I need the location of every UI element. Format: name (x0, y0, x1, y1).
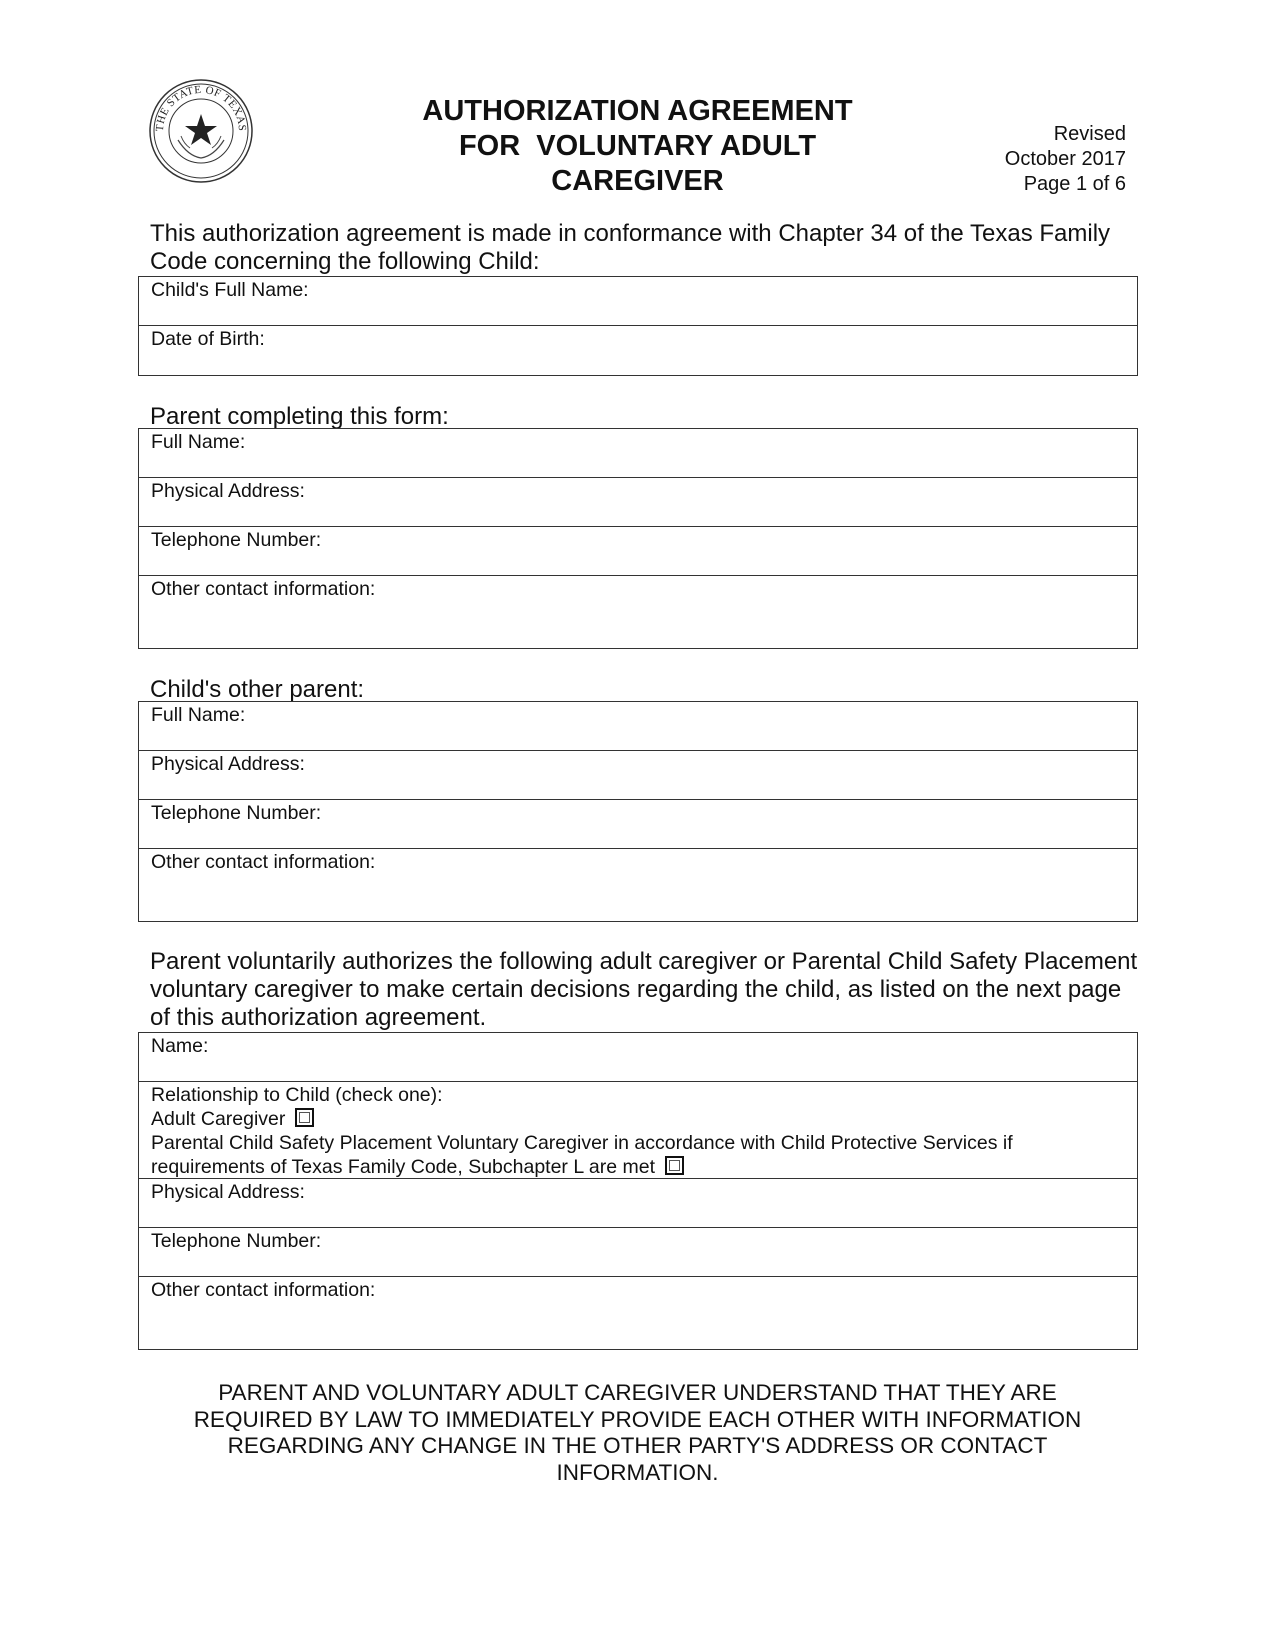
other-parent-address-field[interactable] (139, 751, 1137, 800)
caregiver-address-label: Physical Address: (151, 1181, 305, 1203)
caregiver-phone-label: Telephone Number: (151, 1230, 322, 1252)
other-parent-phone-label: Telephone Number: (151, 802, 322, 824)
child-full-name-field[interactable] (139, 277, 1137, 326)
other-parent-full-name-label: Full Name: (151, 704, 246, 726)
adult-caregiver-checkbox[interactable] (295, 1108, 314, 1127)
caregiver-name-label: Name: (151, 1035, 209, 1057)
legal-notice: PARENT AND VOLUNTARY ADULT CAREGIVER UNDERSTAND THAT THEY ARE REQUIRED BY LAW TO IMMEDIATELY PROVIDE EACH OTHER WITH INFORMATION REGARDING ANY CHANGE IN THE OTHER PARTY'S ADDRESS OR CONTACT INFORMATION. (193, 1380, 1082, 1485)
parent-phone-label: Telephone Number: (151, 529, 322, 551)
parent-address-field[interactable] (139, 478, 1137, 527)
parent-info-table (138, 428, 1138, 649)
parent-address-label: Physical Address: (151, 480, 305, 502)
other-parent-info-table (138, 701, 1138, 922)
other-parent-phone-field[interactable] (139, 800, 1137, 849)
page-number: Page 1 of 6 (1023, 173, 1126, 195)
relationship-option-pcsp (151, 1155, 1125, 1179)
caregiver-other-contact-field[interactable] (139, 1277, 1137, 1349)
child-info-table (138, 276, 1138, 376)
caregiver-address-field[interactable] (139, 1179, 1137, 1228)
form-title (380, 94, 895, 199)
pcsp-caregiver-label: requirements of Texas Family Code, Subchapter L are met (151, 1156, 655, 1178)
relationship-option-pcsp-line1: Parental Child Safety Placement Voluntary Caregiver in accordance with Child Protective Services if (151, 1132, 1013, 1154)
relationship-label: Relationship to Child (check one): (151, 1084, 443, 1106)
title-line-3: CAREGIVER (551, 165, 724, 197)
seal-text: THE STATE OF TEXAS (153, 83, 249, 132)
caregiver-phone-field[interactable] (139, 1228, 1137, 1277)
child-dob-label: Date of Birth: (151, 328, 265, 350)
parent-other-contact-label: Other contact information: (151, 578, 376, 600)
intro-paragraph: This authorization agreement is made in conformance with Chapter 34 of the Texas Family Code concerning the following Child: (150, 220, 1111, 275)
revised-date: October 2017 (1004, 148, 1126, 170)
caregiver-info-table (138, 1032, 1138, 1350)
parent-phone-field[interactable] (139, 527, 1137, 576)
caregiver-intro-paragraph: Parent voluntarily authorizes the following adult caregiver or Parental Child Safety Placement voluntary caregiver to make certain decisions regarding the child, as listed on the next page of this authorization agreement. (150, 948, 1138, 1031)
child-full-name-label: Child's Full Name: (151, 279, 309, 301)
title-line-2: FOR VOLUNTARY ADULT (458, 130, 817, 162)
parent-other-contact-field[interactable] (139, 576, 1137, 648)
caregiver-relationship-field (139, 1082, 1137, 1179)
title-line-1: AUTHORIZATION AGREEMENT (422, 95, 853, 127)
revised-label: Revised (1053, 123, 1126, 145)
other-parent-heading: Child's other parent: (150, 676, 365, 703)
parent-section-heading: Parent completing this form: (150, 403, 449, 430)
other-parent-full-name-field[interactable] (139, 702, 1137, 751)
relationship-option-adult (151, 1107, 1125, 1131)
caregiver-name-field[interactable] (139, 1033, 1137, 1082)
other-parent-other-contact-label: Other contact information: (151, 851, 376, 873)
parent-full-name-field[interactable] (139, 429, 1137, 478)
other-parent-other-contact-field[interactable] (139, 849, 1137, 921)
pcsp-caregiver-checkbox[interactable] (665, 1156, 684, 1175)
adult-caregiver-label: Adult Caregiver (151, 1108, 286, 1130)
child-dob-field[interactable] (139, 326, 1137, 375)
parent-full-name-label: Full Name: (151, 431, 246, 453)
revision-block (1005, 122, 1126, 197)
texas-state-seal (148, 78, 254, 184)
other-parent-address-label: Physical Address: (151, 753, 305, 775)
caregiver-other-contact-label: Other contact information: (151, 1279, 376, 1301)
